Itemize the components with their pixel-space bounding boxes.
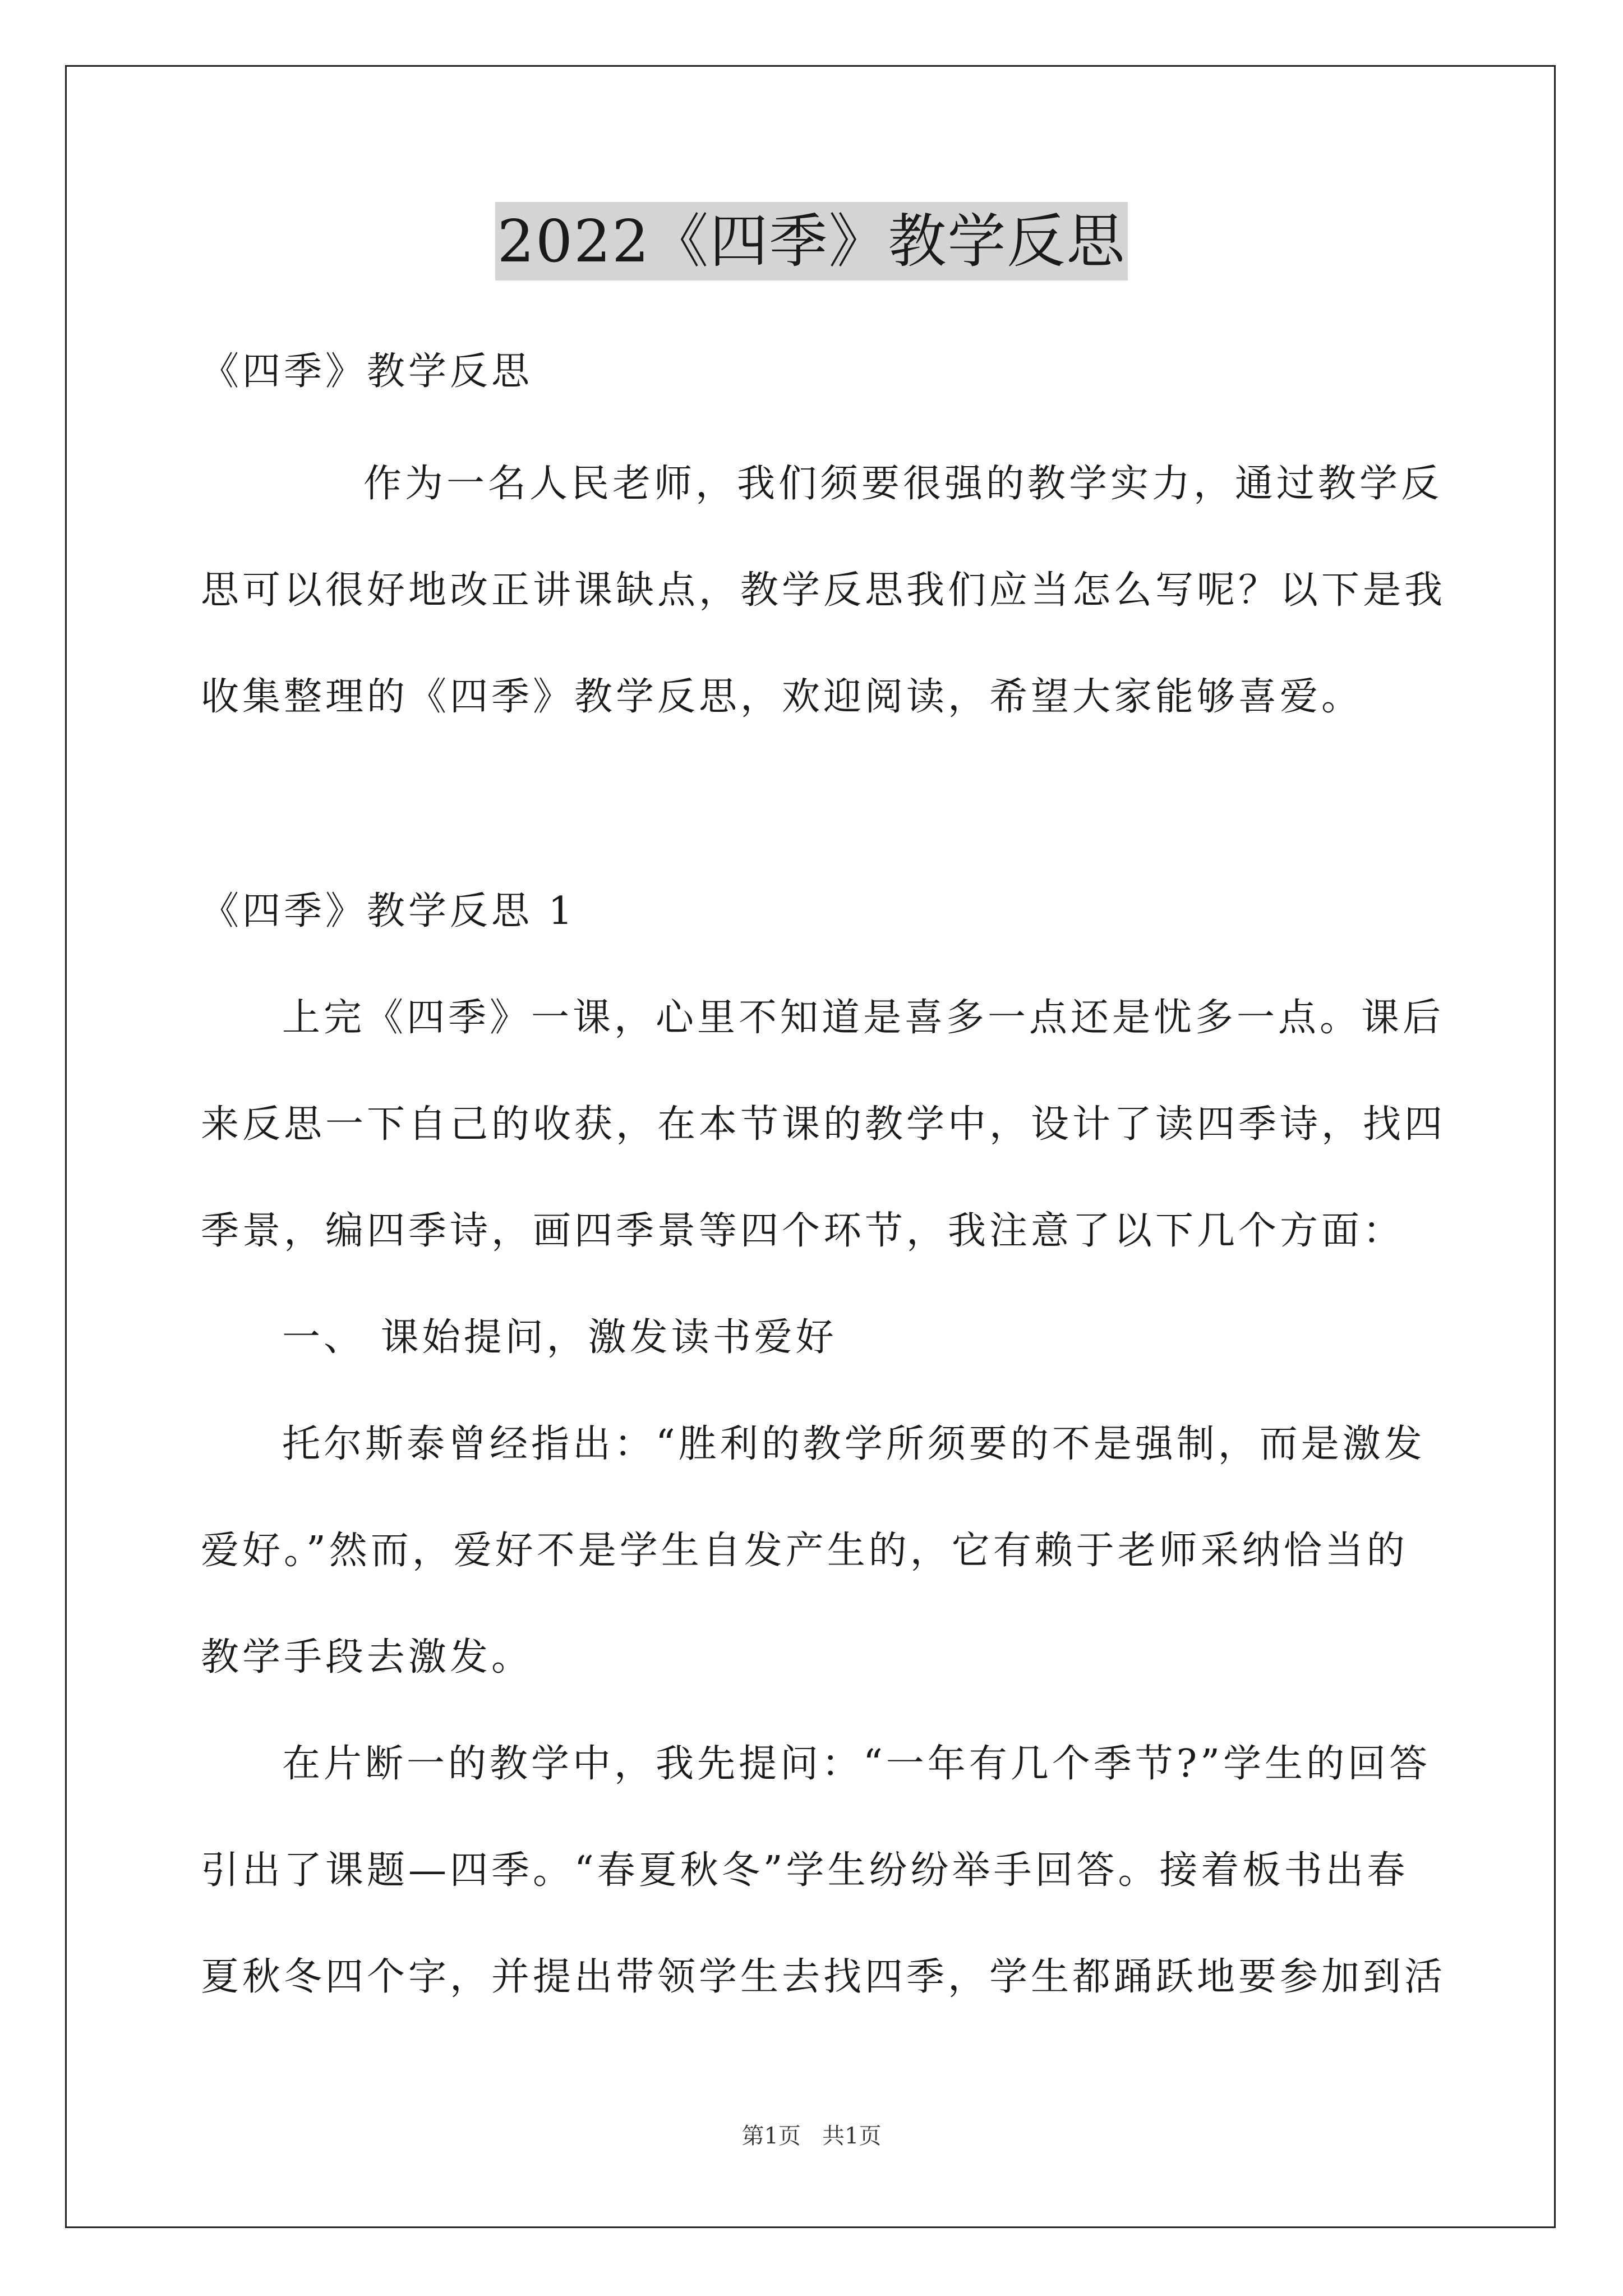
body-line-8: 在片断一的教学中，我先提问：“一年有几个季节?”学生的回答 <box>282 1742 1431 1786</box>
intro-line-2: 思可以很好地改正讲课缺点，教学反思我们应当怎么写呢？以下是我 <box>201 568 1446 613</box>
body-line-4: 一、 课始提问，激发读书爱好 <box>282 1315 837 1360</box>
body-line-9: 引出了课题—四季。“春夏秋冬”学生纷纷举手回答。接着板书出春 <box>201 1848 1409 1893</box>
page-footer: 第1页 共1页 <box>741 2123 882 2149</box>
body-line-7: 教学手段去激发。 <box>201 1635 533 1680</box>
body-line-1: 上完《四季》一课，心里不知道是喜多一点还是忧多一点。课后 <box>282 996 1445 1040</box>
document-title <box>0 202 1623 280</box>
body-line-10: 夏秋冬四个字，并提出带领学生去找四季，学生都踊跃地要参加到活 <box>201 1955 1446 1999</box>
subtitle: 《四季》教学反思 <box>201 349 533 394</box>
intro-line-3: 收集整理的《四季》教学反思，欢迎阅读，希望大家能够喜爱。 <box>201 675 1363 719</box>
document-title-text: 2022《四季》教学反思 <box>495 202 1128 280</box>
body-line-2: 来反思一下自己的收获，在本节课的教学中，设计了读四季诗，找四 <box>201 1102 1446 1147</box>
section-heading: 《四季》教学反思 1 <box>201 889 576 933</box>
body-line-3: 季景，编四季诗，画四季景等四个环节，我注意了以下几个方面： <box>201 1209 1405 1253</box>
body-line-5: 托尔斯泰曾经指出：“胜利的教学所须要的不是强制，而是激发 <box>282 1422 1426 1466</box>
intro-line-1: 作为一名人民老师，我们须要很强的教学实力，通过教学反 <box>363 462 1443 506</box>
body-line-6: 爱好。”然而，爱好不是学生自发产生的，它有赖于老师采纳恰当的 <box>201 1529 1408 1573</box>
